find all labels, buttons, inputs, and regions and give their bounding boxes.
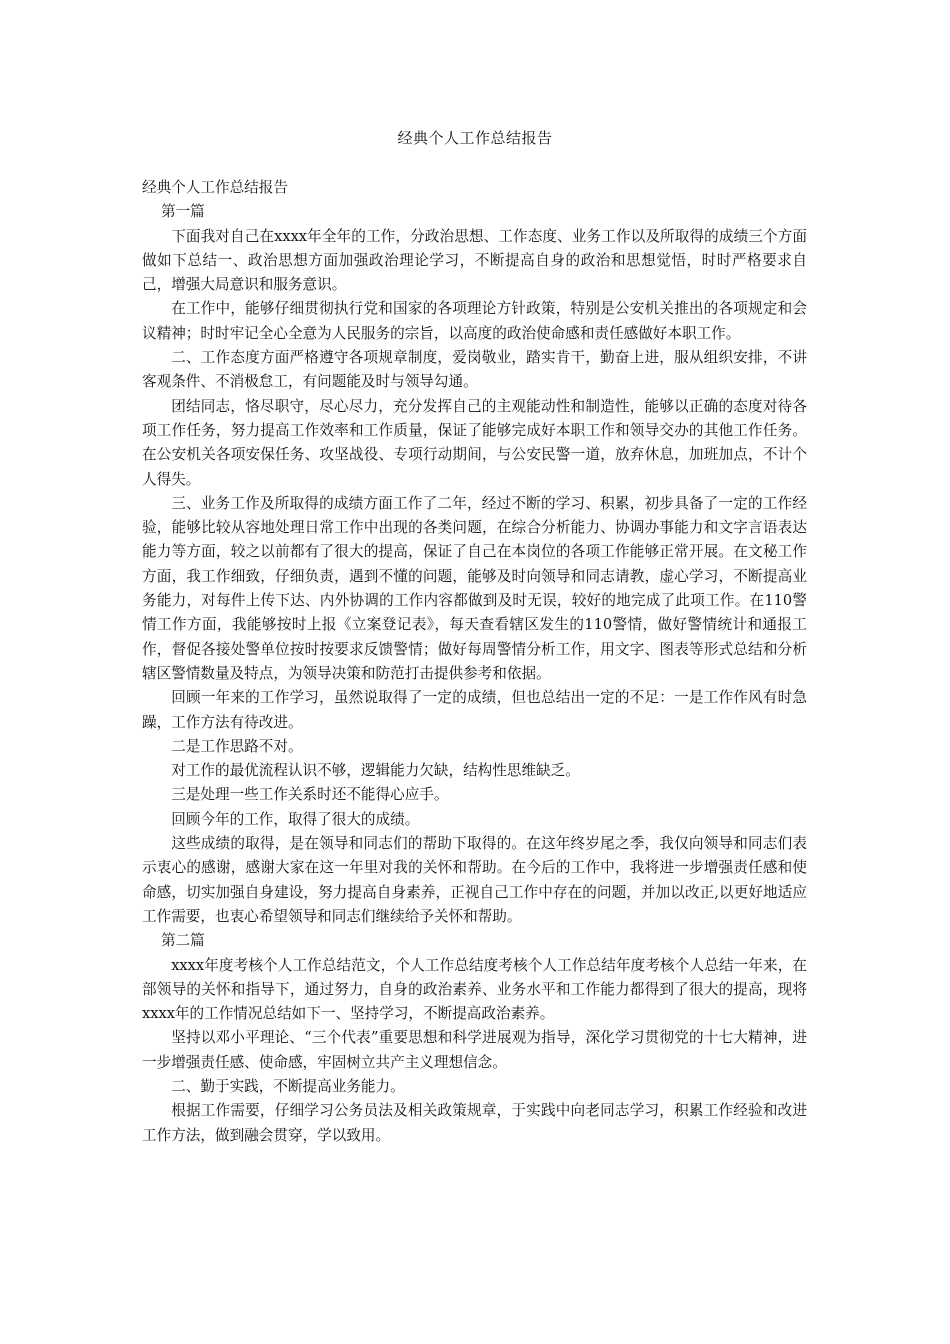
paragraph: 二是工作思路不对。 <box>171 737 303 755</box>
document-heading: 经典个人工作总结报告 <box>142 179 288 196</box>
paragraph: 下面我对自己在xxxx年全年的工作，分政治思想、工作态度、业务工作以及所取得的成绩三个方面做如下总结一、政治思想方面加强政治理论学习，不断提高自身的政治和思想觉悟，时时严格要求自己，增强大局意识和服务意识。 <box>142 227 807 294</box>
document-body <box>142 176 807 1148</box>
paragraph: 对工作的最优流程认识不够，逻辑能力欠缺，结构性思维缺乏。 <box>171 762 580 780</box>
paragraph: 三、业务工作及所取得的成绩方面工作了二年，经过不断的学习、积累，初步具备了一定的工作经验，能够比较从容地处理日常工作中出现的各类问题，在综合分析能力、协调办事能力和文字言语表达能力等方面，较之以前都有了很大的提高，保证了自己在本岗位的各项工作能够正常开展。在文秘工作方面，我工作细致，仔细负责，遇到不懂的问题，能够及时向领导和同志请教，虚心学习，不断提高业务能力，对每件上传下达、内外协调的工作内容都做到及时无误，较好的地完成了此项工作。在110警情工作方面，我能够按时上报《立案登记表》，每天查看辖区发生的110警情，做好警情统计和通报工作，督促各接处警单位按时按要求反馈警情；做好每周警情分析工作，用文字、图表等形式总结和分析辖区警情数量及特点，为领导决策和防范打击提供参考和依据。 <box>142 494 807 682</box>
paragraph: 坚持以邓小平理论、“三个代表”重要思想和科学进展观为指导，深化学习贯彻党的十七大精神，进一步增强责任感、使命感，牢固树立共产主义理想信念。 <box>142 1029 807 1071</box>
paragraph: 二、工作态度方面严格遵守各项规章制度，爱岗敬业，踏实肯干，勤奋上进，服从组织安排，不讲客观条件、不消极怠工，有问题能及时与领导勾通。 <box>142 349 807 391</box>
section-heading: 第二篇 <box>160 932 205 950</box>
document-title: 经典个人工作总结报告 <box>397 129 553 147</box>
section-heading: 第一篇 <box>160 203 205 221</box>
paragraph: 在工作中，能够仔细贯彻执行党和国家的各项理论方针政策，特别是公安机关推出的各项规定和会议精神；时时牢记全心全意为人民服务的宗旨，以高度的政治使命感和责任感做好本职工作。 <box>142 300 807 342</box>
paragraph: 团结同志，恪尽职守，尽心尽力，充分发挥自己的主观能动性和制造性，能够以正确的态度对待各项工作任务，努力提高工作效率和工作质量，保证了能够完成好本职工作和领导交办的其他工作任务。在公安机关各项安保任务、攻坚战役、专项行动期间，与公安民警一道，放弃休息，加班加点，不计个人得失。 <box>142 397 807 488</box>
paragraph-list <box>142 200 807 1148</box>
paragraph: xxxx年度考核个人工作总结范文，个人工作总结度考核个人工作总结年度考核个人总结一年来，在部领导的关怀和指导下，通过努力，自身的政治素养、业务水平和工作能力都得到了很大的提高，现将xxxx年的工作情况总结如下一、坚持学习，不断提高政治素养。 <box>142 956 807 1023</box>
paragraph: 回顾今年的工作，取得了很大的成绩。 <box>171 810 420 828</box>
paragraph: 二、勤于实践，不断提高业务能力。 <box>171 1077 405 1095</box>
paragraph: 根据工作需要，仔细学习公务员法及相关政策规章，于实践中向老同志学习，积累工作经验和改进工作方法，做到融会贯穿，学以致用。 <box>142 1102 807 1144</box>
paragraph: 这些成绩的取得，是在领导和同志们的帮助下取得的。在这年终岁尾之季，我仅向领导和同志们表示衷心的感谢，感谢大家在这一年里对我的关怀和帮助。在今后的工作中，我将进一步增强责任感和使命感，切实加强自身建设，努力提高自身素养，正视自己工作中存在的问题，并加以改正,以更好地适应工作需要，也衷心希望领导和同志们继续给予关怀和帮助。 <box>142 835 807 925</box>
paragraph: 三是处理一些工作关系时还不能得心应手。 <box>171 786 449 804</box>
paragraph: 回顾一年来的工作学习，虽然说取得了一定的成绩，但也总结出一定的不足：一是工作作风有时急躁，工作方法有待改进。 <box>142 689 807 731</box>
